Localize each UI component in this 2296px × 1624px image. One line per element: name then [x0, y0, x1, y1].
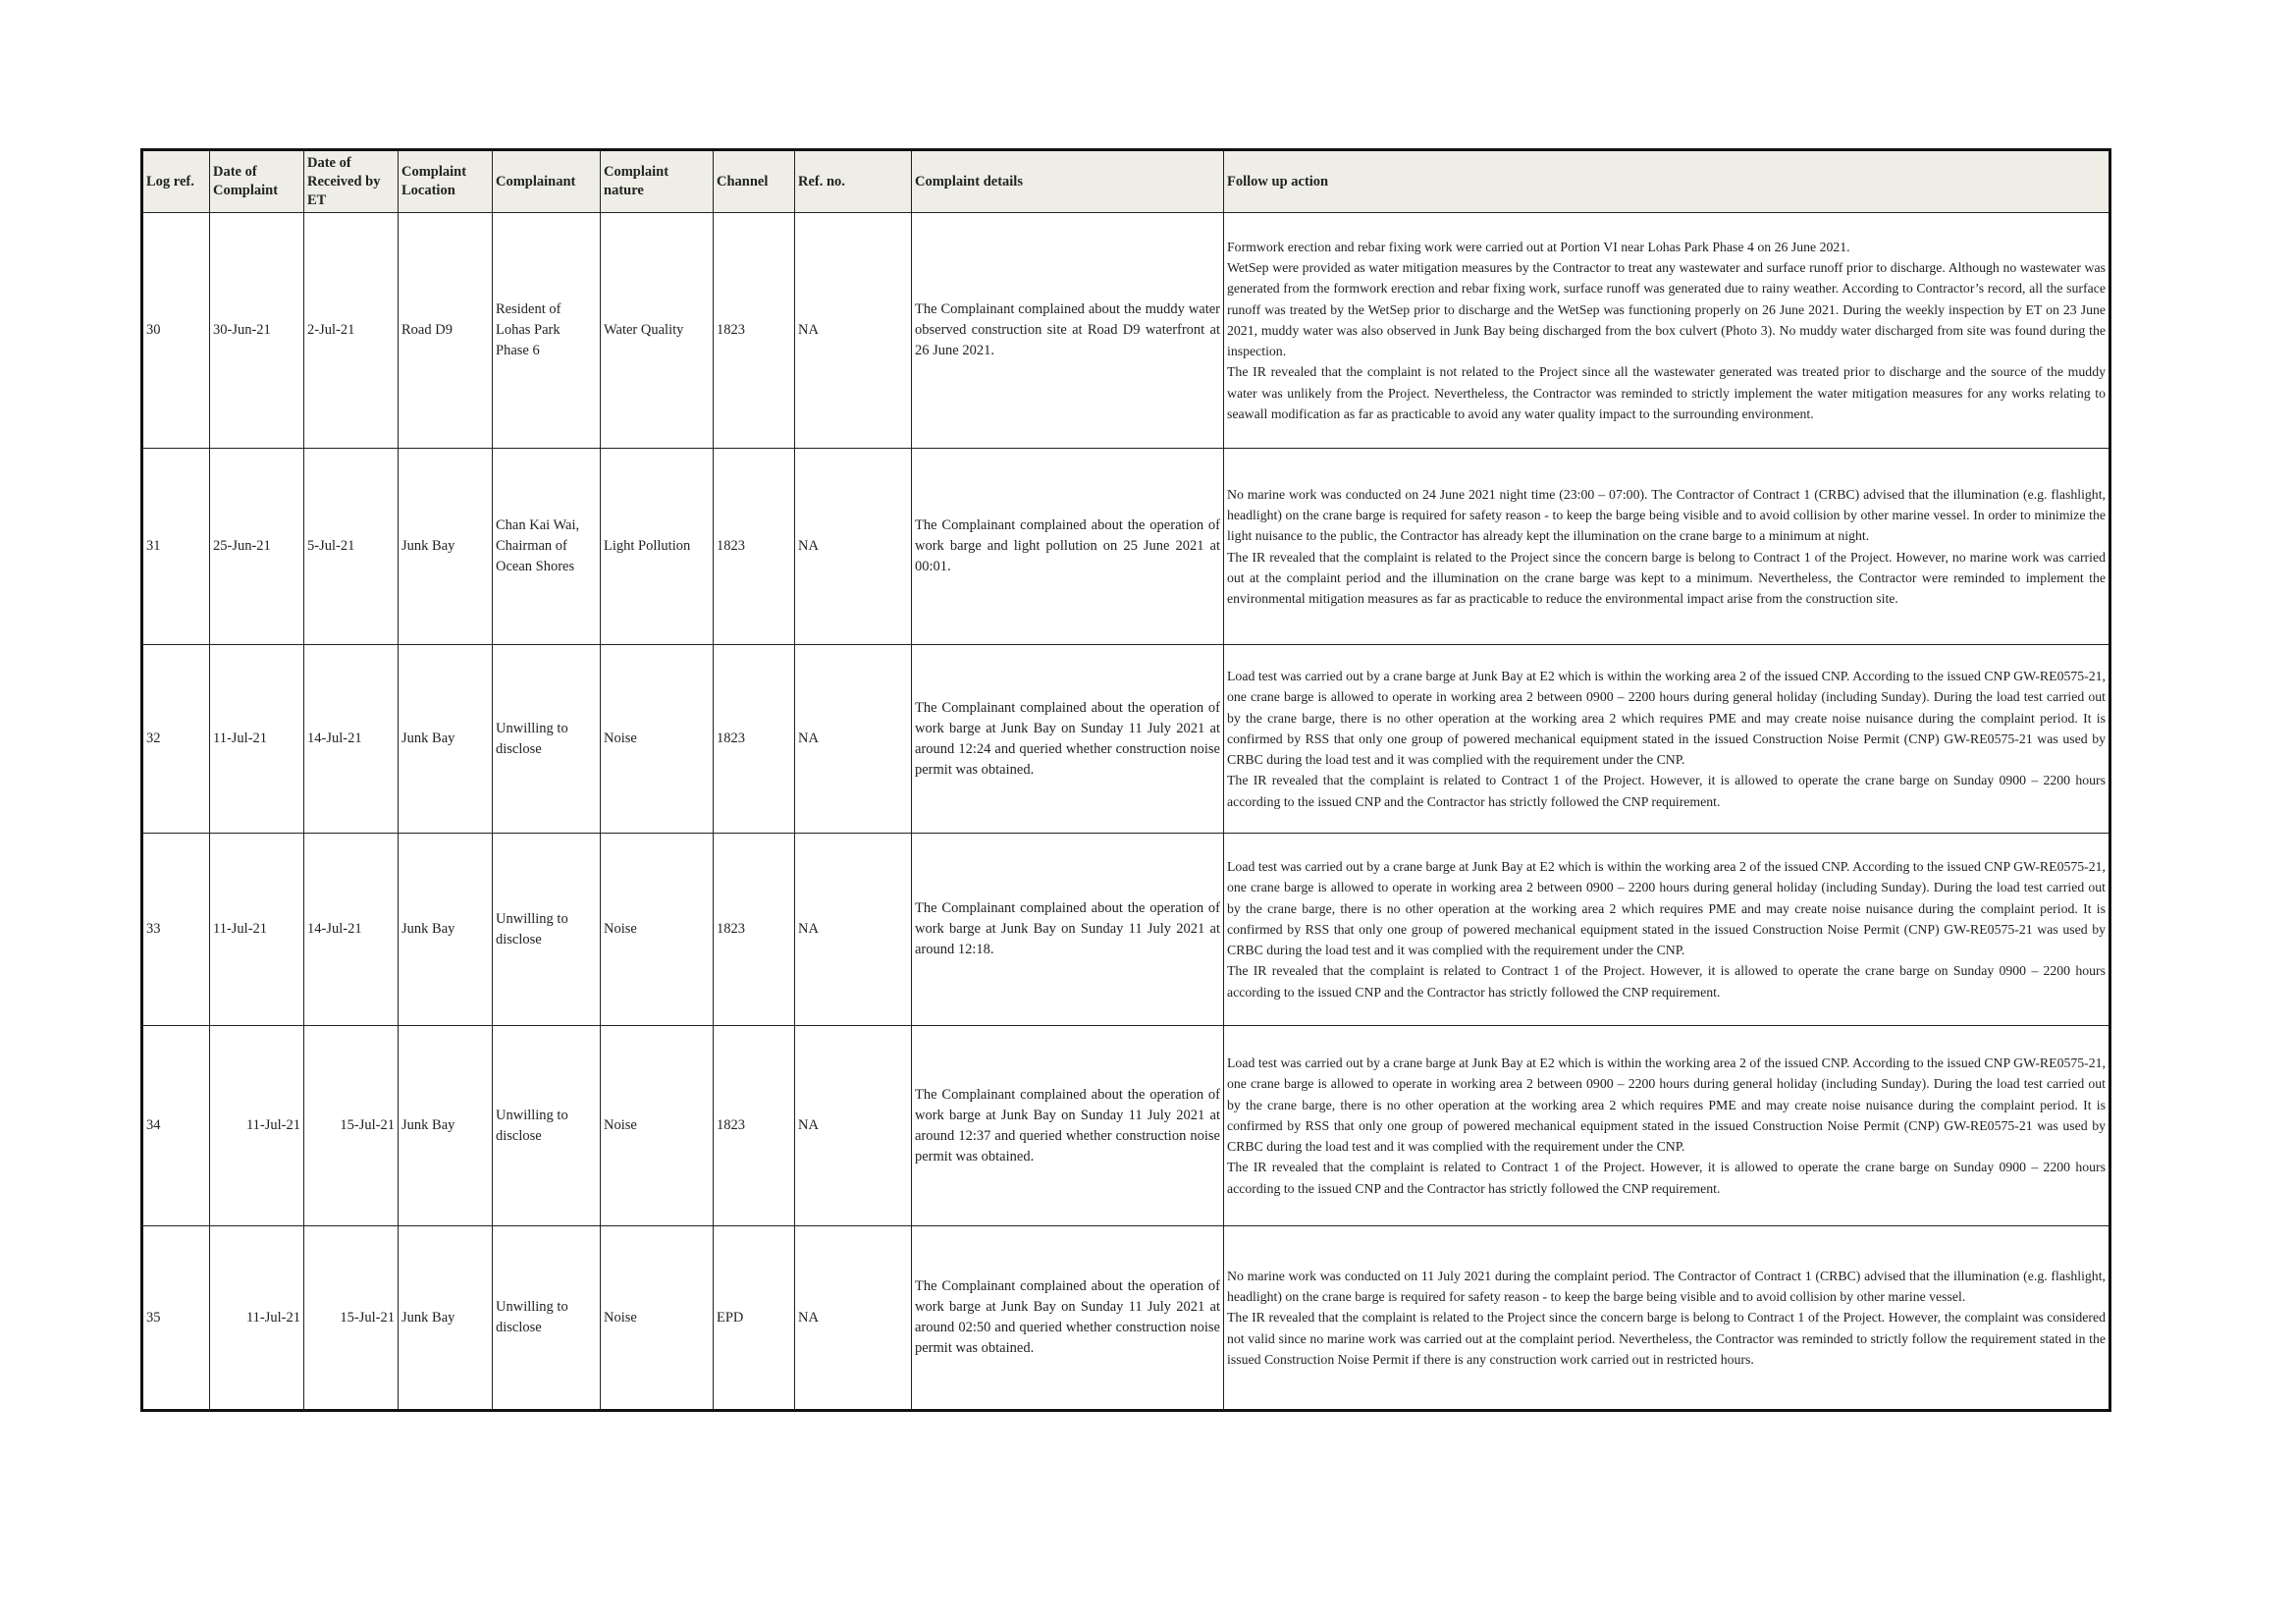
- follow-up-paragraph: Load test was carried out by a crane barge at Junk Bay at E2 which is within the working area 2 of the issued CNP. According to the issued CNP GW-RE0575-21, one crane barge is allowed to operate in working area 2 between 0900 – 2200 hours during general holiday (including Sunday). During the load test carried out by the crane barge, there is no other operation at the working area 2 which requires PME and may create noise nuisance during the complaint period. It is confirmed by RSS that only one group of powered mechanical equipment stated in the issued Construction Noise Permit (CNP) GW-RE0575-21 was used by CRBC during the load test and it was complied with the requirement under the CNP.: [1227, 1056, 2106, 1155]
- cell-log-ref: 35: [142, 1226, 210, 1411]
- cell-date-received: 15-Jul-21: [304, 1026, 399, 1226]
- cell-location: Junk Bay: [399, 1226, 493, 1411]
- header-date-received: Date of Received by ET: [304, 150, 399, 213]
- follow-up-paragraph: No marine work was conducted on 11 July 2021 during the complaint period. The Contractor of Contract 1 (CRBC) advised that the illumination (e.g. flashlight, headlight) on the crane barge is required for safety reason - to keep the barge being visible and to avoid collision by other marine vessel.: [1227, 1268, 2106, 1305]
- cell-ref-no: NA: [795, 1226, 912, 1411]
- cell-channel: 1823: [714, 834, 795, 1026]
- cell-channel: EPD: [714, 1226, 795, 1411]
- follow-up-paragraph: The IR revealed that the complaint is related to Contract 1 of the Project. However, it is allowed to operate the crane barge on Sunday 0900 – 2200 hours according to the issued CNP and the Contractor has strictly followed the CNP requirement.: [1227, 773, 2106, 809]
- cell-details: The Complainant complained about the operation of work barge at Junk Bay on Sunday 11 July 2021 at around 12:37 and queried whether construction noise permit was obtained.: [912, 1026, 1224, 1226]
- header-complainant: Complainant: [493, 150, 601, 213]
- cell-complainant: Resident of Lohas Park Phase 6: [493, 213, 601, 449]
- follow-up-paragraph: The IR revealed that the complaint is related to the Project since the concern barge is belong to Contract 1 of the Project. However, no marine work was carried out at the complaint period and the illumination on the crane barge was kept to a minimum. Nevertheless, the Contractor were reminded to implement the environmental mitigation measures as far as practicable to reduce the environmental impact arise from the construction site.: [1227, 549, 2106, 606]
- follow-up-paragraph: Load test was carried out by a crane barge at Junk Bay at E2 which is within the working area 2 of the issued CNP. According to the issued CNP GW-RE0575-21, one crane barge is allowed to operate in working area 2 between 0900 – 2200 hours during general holiday (including Sunday). During the load test carried out by the crane barge, there is no other operation at the working area 2 which requires PME and may create noise nuisance during the complaint period. It is confirmed by RSS that only one group of powered mechanical equipment stated in the issued Construction Noise Permit (CNP) GW-RE0575-21 was used by CRBC during the load test and it was complied with the requirement under the CNP.: [1227, 859, 2106, 958]
- header-channel: Channel: [714, 150, 795, 213]
- cell-date-complaint: 11-Jul-21: [210, 834, 304, 1026]
- cell-follow-up: [1224, 449, 2110, 645]
- cell-location: Road D9: [399, 213, 493, 449]
- follow-up-paragraph: The IR revealed that the complaint is related to the Project since the concern barge is belong to Contract 1 of the Project. However, the complaint was considered not valid since no marine work was carried out at the complaint period. Nevertheless, the Contractor was reminded to strictly follow the requirement stated in the issued Construction Noise Permit if there is any construction work carried out in restricted hours.: [1227, 1310, 2106, 1367]
- follow-up-paragraph: WetSep were provided as water mitigation measures by the Contractor to treat any wastewater and surface runoff prior to discharge. Although no wastewater was generated from the formwork erection and rebar fixing work, surface runoff was generated due to rainy weather. According to Contractor’s record, all the surface runoff was treated by the WetSep prior to discharge and the WetSep was functioning properly on 26 June 2021. During the weekly inspection by ET on 23 June 2021, muddy water was also observed in Junk Bay being discharged from the box culvert (Photo 3). No muddy water discharged from site was found during the inspection.: [1227, 260, 2106, 359]
- cell-follow-up: [1224, 1026, 2110, 1226]
- cell-log-ref: 30: [142, 213, 210, 449]
- cell-ref-no: NA: [795, 1026, 912, 1226]
- cell-nature: Light Pollution: [601, 449, 714, 645]
- table-row: [142, 449, 2110, 645]
- cell-date-complaint: 11-Jul-21: [210, 1026, 304, 1226]
- table-row: [142, 1226, 2110, 1411]
- header-follow-up: Follow up action: [1224, 150, 2110, 213]
- follow-up-paragraph: The IR revealed that the complaint is not related to the Project since all the wastewater generated was treated prior to discharge and the source of the muddy water was unlikely from the Project. Nevertheless, the Contractor was reminded to strictly implement the water mitigation measures for any works relating to seawall modification as far as practicable to avoid any water quality impact to the surrounding environment.: [1227, 364, 2106, 421]
- follow-up-paragraph: Load test was carried out by a crane barge at Junk Bay at E2 which is within the working area 2 of the issued CNP. According to the issued CNP GW-RE0575-21, one crane barge is allowed to operate in working area 2 between 0900 – 2200 hours during general holiday (including Sunday). During the load test carried out by the crane barge, there is no other operation at the working area 2 which requires PME and may create noise nuisance during the complaint period. It is confirmed by RSS that only one group of powered mechanical equipment stated in the issued Construction Noise Permit (CNP) GW-RE0575-21 was used by CRBC during the load test and it was complied with the requirement under the CNP.: [1227, 669, 2106, 768]
- cell-log-ref: 32: [142, 645, 210, 834]
- cell-channel: 1823: [714, 213, 795, 449]
- table-row: [142, 834, 2110, 1026]
- cell-location: Junk Bay: [399, 645, 493, 834]
- cell-date-received: 14-Jul-21: [304, 834, 399, 1026]
- cell-details: The Complainant complained about the operation of work barge at Junk Bay on Sunday 11 July 2021 at around 12:18.: [912, 834, 1224, 1026]
- cell-location: Junk Bay: [399, 834, 493, 1026]
- cell-date-received: 2-Jul-21: [304, 213, 399, 449]
- cell-date-complaint: 25-Jun-21: [210, 449, 304, 645]
- header-date-complaint: Date of Complaint: [210, 150, 304, 213]
- header-log-ref: Log ref.: [142, 150, 210, 213]
- cell-log-ref: 33: [142, 834, 210, 1026]
- header-location: Complaint Location: [399, 150, 493, 213]
- cell-log-ref: 34: [142, 1026, 210, 1226]
- cell-channel: 1823: [714, 449, 795, 645]
- header-nature: Complaint nature: [601, 150, 714, 213]
- cell-details: The Complainant complained about the operation of work barge at Junk Bay on Sunday 11 July 2021 at around 02:50 and queried whether construction noise permit was obtained.: [912, 1226, 1224, 1411]
- cell-complainant: Unwilling to disclose: [493, 1026, 601, 1226]
- follow-up-paragraph: The IR revealed that the complaint is related to Contract 1 of the Project. However, it is allowed to operate the crane barge on Sunday 0900 – 2200 hours according to the issued CNP and the Contractor has strictly followed the CNP requirement.: [1227, 963, 2106, 1000]
- table-row: [142, 1026, 2110, 1226]
- cell-date-received: 15-Jul-21: [304, 1226, 399, 1411]
- cell-ref-no: NA: [795, 449, 912, 645]
- cell-date-received: 5-Jul-21: [304, 449, 399, 645]
- cell-log-ref: 31: [142, 449, 210, 645]
- cell-complainant: Unwilling to disclose: [493, 1226, 601, 1411]
- follow-up-paragraph: The IR revealed that the complaint is related to Contract 1 of the Project. However, it is allowed to operate the crane barge on Sunday 0900 – 2200 hours according to the issued CNP and the Contractor has strictly followed the CNP requirement.: [1227, 1160, 2106, 1196]
- table-row: [142, 645, 2110, 834]
- cell-location: Junk Bay: [399, 1026, 493, 1226]
- cell-nature: Water Quality: [601, 213, 714, 449]
- complaint-log-table: [140, 148, 2111, 1412]
- cell-ref-no: NA: [795, 834, 912, 1026]
- cell-nature: Noise: [601, 645, 714, 834]
- cell-date-received: 14-Jul-21: [304, 645, 399, 834]
- cell-date-complaint: 30-Jun-21: [210, 213, 304, 449]
- follow-up-paragraph: Formwork erection and rebar fixing work were carried out at Portion VI near Lohas Park Phase 4 on 26 June 2021.: [1227, 240, 1850, 255]
- cell-channel: 1823: [714, 645, 795, 834]
- table-row: [142, 213, 2110, 449]
- cell-nature: Noise: [601, 834, 714, 1026]
- follow-up-paragraph: No marine work was conducted on 24 June 2021 night time (23:00 – 07:00). The Contractor of Contract 1 (CRBC) advised that the illumination (e.g. flashlight, headlight) on the crane barge is required for safety reason - to keep the barge being visible and to avoid collision by other marine vessel. In order to minimize the light nuisance to the public, the Contractor has already kept the illumination on the crane barge to a minimum at night.: [1227, 486, 2106, 544]
- cell-nature: Noise: [601, 1226, 714, 1411]
- cell-ref-no: NA: [795, 213, 912, 449]
- cell-details: The Complainant complained about the operation of work barge and light pollution on 25 June 2021 at 00:01.: [912, 449, 1224, 645]
- cell-follow-up: [1224, 1226, 2110, 1411]
- cell-nature: Noise: [601, 1026, 714, 1226]
- cell-follow-up: [1224, 834, 2110, 1026]
- table-header-row: [142, 150, 2110, 213]
- cell-ref-no: NA: [795, 645, 912, 834]
- header-details: Complaint details: [912, 150, 1224, 213]
- cell-details: The Complainant complained about the muddy water observed construction site at Road D9 waterfront at 26 June 2021.: [912, 213, 1224, 449]
- cell-complainant: Unwilling to disclose: [493, 645, 601, 834]
- cell-complainant: Chan Kai Wai, Chairman of Ocean Shores: [493, 449, 601, 645]
- cell-date-complaint: 11-Jul-21: [210, 645, 304, 834]
- cell-details: The Complainant complained about the operation of work barge at Junk Bay on Sunday 11 July 2021 at around 12:24 and queried whether construction noise permit was obtained.: [912, 645, 1224, 834]
- cell-follow-up: [1224, 645, 2110, 834]
- cell-complainant: Unwilling to disclose: [493, 834, 601, 1026]
- cell-date-complaint: 11-Jul-21: [210, 1226, 304, 1411]
- cell-follow-up: [1224, 213, 2110, 449]
- cell-location: Junk Bay: [399, 449, 493, 645]
- cell-channel: 1823: [714, 1026, 795, 1226]
- header-ref-no: Ref. no.: [795, 150, 912, 213]
